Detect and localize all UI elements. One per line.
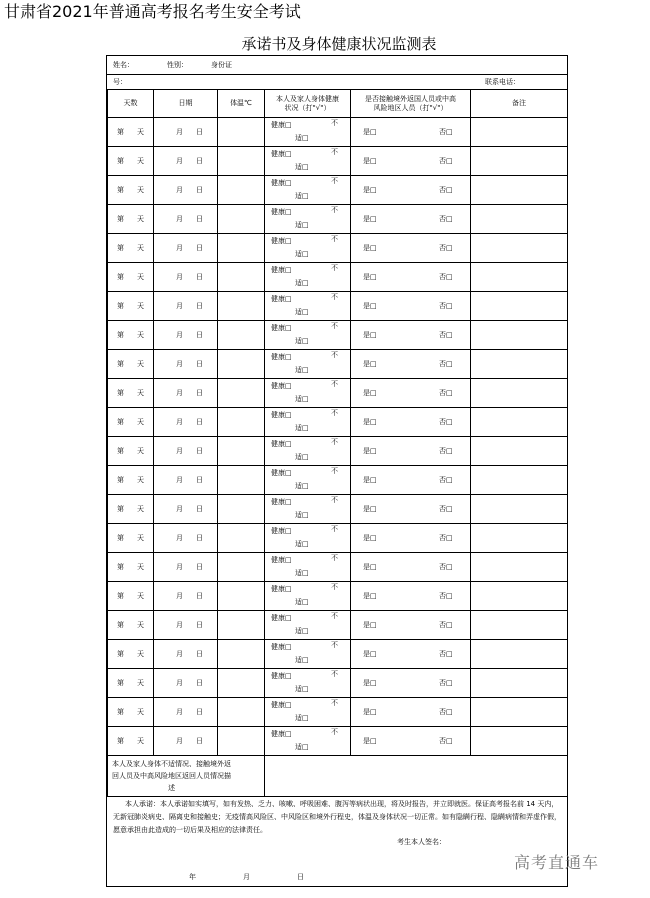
contact-status-cell[interactable]: 是□ 否□ bbox=[351, 408, 471, 437]
day-cell: 第 天 bbox=[108, 437, 154, 466]
table-row bbox=[108, 698, 568, 727]
date-cell[interactable]: 月 日 bbox=[154, 582, 218, 611]
day-cell: 第 天 bbox=[108, 176, 154, 205]
day-cell: 第 天 bbox=[108, 611, 154, 640]
day-cell: 第 天 bbox=[108, 408, 154, 437]
health-status-cell[interactable]: 健康□ 不 适□ bbox=[265, 408, 351, 437]
note-cell[interactable] bbox=[471, 408, 568, 437]
health-status-cell[interactable]: 健康□ 不 适□ bbox=[265, 321, 351, 350]
table-row bbox=[108, 466, 568, 495]
table-row bbox=[108, 147, 568, 176]
note-cell[interactable] bbox=[471, 611, 568, 640]
note-cell[interactable] bbox=[471, 292, 568, 321]
day-cell: 第 天 bbox=[108, 727, 154, 756]
table-row bbox=[108, 379, 568, 408]
form-frame bbox=[106, 55, 568, 887]
temperature-cell[interactable] bbox=[218, 321, 265, 350]
temperature-cell[interactable] bbox=[218, 698, 265, 727]
health-status-cell[interactable]: 健康□ 不 适□ bbox=[265, 176, 351, 205]
date-cell[interactable]: 月 日 bbox=[154, 640, 218, 669]
note-cell[interactable] bbox=[471, 524, 568, 553]
date-cell[interactable]: 月 日 bbox=[154, 437, 218, 466]
health-status-cell[interactable]: 健康□ 不 适□ bbox=[265, 611, 351, 640]
temperature-cell[interactable] bbox=[218, 727, 265, 756]
date-cell[interactable]: 月 日 bbox=[154, 263, 218, 292]
day-cell: 第 天 bbox=[108, 495, 154, 524]
abnormal-description-row bbox=[108, 756, 568, 797]
temperature-cell[interactable] bbox=[218, 379, 265, 408]
date-cell[interactable]: 月 日 bbox=[154, 495, 218, 524]
header-temp: 体温℃ bbox=[218, 90, 265, 118]
note-cell[interactable] bbox=[471, 350, 568, 379]
table-row bbox=[108, 408, 568, 437]
contact-status-cell[interactable]: 是□ 否□ bbox=[351, 292, 471, 321]
contact-status-cell[interactable]: 是□ 否□ bbox=[351, 582, 471, 611]
health-status-cell[interactable]: 健康□ 不 适□ bbox=[265, 698, 351, 727]
contact-status-cell[interactable]: 是□ 否□ bbox=[351, 698, 471, 727]
info-divider bbox=[107, 74, 567, 75]
contact-status-cell[interactable]: 是□ 否□ bbox=[351, 350, 471, 379]
contact-status-cell[interactable]: 是□ 否□ bbox=[351, 263, 471, 292]
header-contact: 是否接触境外返国人员或中高 风险地区人员（打"√"） bbox=[351, 90, 471, 118]
temperature-cell[interactable] bbox=[218, 176, 265, 205]
note-cell[interactable] bbox=[471, 466, 568, 495]
temperature-cell[interactable] bbox=[218, 408, 265, 437]
phone-label: 联系电话： bbox=[485, 78, 520, 86]
health-status-cell[interactable]: 健康□ 不 适□ bbox=[265, 379, 351, 408]
date-cell[interactable]: 月 日 bbox=[154, 524, 218, 553]
table-row bbox=[108, 176, 568, 205]
health-status-cell[interactable]: 健康□ 不 适□ bbox=[265, 118, 351, 147]
note-cell[interactable] bbox=[471, 553, 568, 582]
date-cell[interactable]: 月 日 bbox=[154, 669, 218, 698]
health-status-cell[interactable]: 健康□ 不 适□ bbox=[265, 263, 351, 292]
temperature-cell[interactable] bbox=[218, 582, 265, 611]
table-row bbox=[108, 292, 568, 321]
health-status-cell[interactable]: 健康□ 不 适□ bbox=[265, 205, 351, 234]
day-cell: 第 天 bbox=[108, 321, 154, 350]
contact-status-cell[interactable]: 是□ 否□ bbox=[351, 640, 471, 669]
header-date: 日期 bbox=[154, 90, 218, 118]
abnormal-description-field[interactable] bbox=[265, 756, 568, 797]
temperature-cell[interactable] bbox=[218, 205, 265, 234]
date-cell[interactable]: 月 日 bbox=[154, 379, 218, 408]
sign-month: 月 bbox=[243, 873, 250, 881]
table-row bbox=[108, 118, 568, 147]
temperature-cell[interactable] bbox=[218, 495, 265, 524]
table-row bbox=[108, 350, 568, 379]
date-cell[interactable]: 月 日 bbox=[154, 698, 218, 727]
note-cell[interactable] bbox=[471, 321, 568, 350]
day-cell: 第 天 bbox=[108, 263, 154, 292]
day-cell: 第 天 bbox=[108, 553, 154, 582]
contact-status-cell[interactable]: 是□ 否□ bbox=[351, 611, 471, 640]
note-cell[interactable] bbox=[471, 640, 568, 669]
contact-status-cell[interactable]: 是□ 否□ bbox=[351, 727, 471, 756]
contact-status-cell[interactable]: 是□ 否□ bbox=[351, 466, 471, 495]
note-cell[interactable] bbox=[471, 176, 568, 205]
id-label-cont: 号： bbox=[113, 78, 127, 86]
day-cell: 第 天 bbox=[108, 234, 154, 263]
note-cell[interactable] bbox=[471, 669, 568, 698]
health-status-cell[interactable]: 健康□ 不 适□ bbox=[265, 466, 351, 495]
pledge-text: 本人承诺：本人承诺如实填写，如有发热、乏力、咳嗽、呼吸困难、腹泻等病状出现，将及时报告，并立即就医。保证高考报名前 14 天内，无新冠肺炎病史、隔离史和接触史；无疫情高风险区、中风险区和境外行程史，体温及身体状况一切正常。如有隐瞒行程、隐瞒病情和弄虚作假，愿意承担由此造成的一切后果及相应的法律责任。 bbox=[113, 800, 561, 834]
health-status-cell[interactable]: 健康□ 不 适□ bbox=[265, 437, 351, 466]
temperature-cell[interactable] bbox=[218, 466, 265, 495]
table-row bbox=[108, 437, 568, 466]
day-cell: 第 天 bbox=[108, 698, 154, 727]
watermark: 高考直通车 bbox=[514, 853, 600, 872]
note-cell[interactable] bbox=[471, 205, 568, 234]
note-cell[interactable] bbox=[471, 727, 568, 756]
date-cell[interactable]: 月 日 bbox=[154, 350, 218, 379]
table-header-row bbox=[108, 90, 568, 118]
id-label: 身份证 bbox=[211, 61, 232, 69]
health-status-cell[interactable]: 健康□ 不 适□ bbox=[265, 640, 351, 669]
table-row bbox=[108, 553, 568, 582]
contact-status-cell[interactable]: 是□ 否□ bbox=[351, 205, 471, 234]
note-cell[interactable] bbox=[471, 495, 568, 524]
temperature-cell[interactable] bbox=[218, 292, 265, 321]
contact-status-cell[interactable]: 是□ 否□ bbox=[351, 437, 471, 466]
contact-status-cell[interactable]: 是□ 否□ bbox=[351, 524, 471, 553]
table-row bbox=[108, 263, 568, 292]
health-status-cell[interactable]: 健康□ 不 适□ bbox=[265, 147, 351, 176]
temperature-cell[interactable] bbox=[218, 640, 265, 669]
note-cell[interactable] bbox=[471, 698, 568, 727]
health-status-cell[interactable]: 健康□ 不 适□ bbox=[265, 350, 351, 379]
day-cell: 第 天 bbox=[108, 582, 154, 611]
contact-status-cell[interactable]: 是□ 否□ bbox=[351, 669, 471, 698]
temperature-cell[interactable] bbox=[218, 669, 265, 698]
day-cell: 第 天 bbox=[108, 524, 154, 553]
temperature-cell[interactable] bbox=[218, 234, 265, 263]
day-cell: 第 天 bbox=[108, 118, 154, 147]
temperature-cell[interactable] bbox=[218, 524, 265, 553]
note-cell[interactable] bbox=[471, 379, 568, 408]
note-cell[interactable] bbox=[471, 263, 568, 292]
date-cell[interactable]: 月 日 bbox=[154, 147, 218, 176]
table-row bbox=[108, 234, 568, 263]
contact-status-cell[interactable]: 是□ 否□ bbox=[351, 118, 471, 147]
header-day: 天数 bbox=[108, 90, 154, 118]
header-note: 备注 bbox=[471, 90, 568, 118]
table-row bbox=[108, 205, 568, 234]
date-cell[interactable]: 月 日 bbox=[154, 553, 218, 582]
contact-status-cell[interactable]: 是□ 否□ bbox=[351, 234, 471, 263]
contact-status-cell[interactable]: 是□ 否□ bbox=[351, 321, 471, 350]
health-status-cell[interactable]: 健康□ 不 适□ bbox=[265, 582, 351, 611]
contact-status-cell[interactable]: 是□ 否□ bbox=[351, 495, 471, 524]
date-cell[interactable]: 月 日 bbox=[154, 408, 218, 437]
health-monitor-table bbox=[107, 89, 568, 797]
health-status-cell[interactable]: 健康□ 不 适□ bbox=[265, 727, 351, 756]
date-cell[interactable]: 月 日 bbox=[154, 234, 218, 263]
temperature-cell[interactable] bbox=[218, 437, 265, 466]
day-cell: 第 天 bbox=[108, 466, 154, 495]
table-row bbox=[108, 727, 568, 756]
health-status-cell[interactable]: 健康□ 不 适□ bbox=[265, 524, 351, 553]
date-cell[interactable]: 月 日 bbox=[154, 727, 218, 756]
table-row bbox=[108, 640, 568, 669]
contact-status-cell[interactable]: 是□ 否□ bbox=[351, 379, 471, 408]
contact-status-cell[interactable]: 是□ 否□ bbox=[351, 176, 471, 205]
table-row bbox=[108, 669, 568, 698]
signature-label: 考生本人签名： bbox=[397, 838, 446, 846]
abnormal-description-label: 本人及家人身体不适情况、接触境外返 回人员及中高风险地区返回人员情况描 述 bbox=[108, 756, 265, 797]
table-row bbox=[108, 582, 568, 611]
day-cell: 第 天 bbox=[108, 292, 154, 321]
temperature-cell[interactable] bbox=[218, 553, 265, 582]
temperature-cell[interactable] bbox=[218, 611, 265, 640]
contact-status-cell[interactable]: 是□ 否□ bbox=[351, 553, 471, 582]
name-label: 姓名： bbox=[113, 61, 134, 69]
day-cell: 第 天 bbox=[108, 379, 154, 408]
health-status-cell[interactable]: 健康□ 不 适□ bbox=[265, 553, 351, 582]
date-cell[interactable]: 月 日 bbox=[154, 611, 218, 640]
day-cell: 第 天 bbox=[108, 205, 154, 234]
table-row bbox=[108, 611, 568, 640]
table-row bbox=[108, 321, 568, 350]
day-cell: 第 天 bbox=[108, 147, 154, 176]
header-health: 本人及家人身体健康 状况（打"√"） bbox=[265, 90, 351, 118]
form-title: 承诺书及身体健康状况监测表 bbox=[241, 35, 437, 53]
date-cell[interactable]: 月 日 bbox=[154, 466, 218, 495]
note-cell[interactable] bbox=[471, 118, 568, 147]
date-cell[interactable]: 月 日 bbox=[154, 321, 218, 350]
table-row bbox=[108, 495, 568, 524]
note-cell[interactable] bbox=[471, 234, 568, 263]
temperature-cell[interactable] bbox=[218, 118, 265, 147]
day-cell: 第 天 bbox=[108, 669, 154, 698]
health-status-cell[interactable]: 健康□ 不 适□ bbox=[265, 292, 351, 321]
date-cell[interactable]: 月 日 bbox=[154, 292, 218, 321]
temperature-cell[interactable] bbox=[218, 350, 265, 379]
sign-day: 日 bbox=[297, 873, 304, 881]
temperature-cell[interactable] bbox=[218, 263, 265, 292]
day-cell: 第 天 bbox=[108, 350, 154, 379]
contact-status-cell[interactable]: 是□ 否□ bbox=[351, 147, 471, 176]
sign-year: 年 bbox=[189, 873, 196, 881]
health-status-cell[interactable]: 健康□ 不 适□ bbox=[265, 495, 351, 524]
day-cell: 第 天 bbox=[108, 640, 154, 669]
health-status-cell[interactable]: 健康□ 不 适□ bbox=[265, 669, 351, 698]
note-cell[interactable] bbox=[471, 437, 568, 466]
date-cell[interactable]: 月 日 bbox=[154, 118, 218, 147]
note-cell[interactable] bbox=[471, 147, 568, 176]
health-status-cell[interactable]: 健康□ 不 适□ bbox=[265, 234, 351, 263]
page-title: 甘肃省2021年普通高考报名考生安全考试 bbox=[4, 2, 301, 21]
table-row bbox=[108, 524, 568, 553]
temperature-cell[interactable] bbox=[218, 147, 265, 176]
date-cell[interactable]: 月 日 bbox=[154, 205, 218, 234]
note-cell[interactable] bbox=[471, 582, 568, 611]
date-cell[interactable]: 月 日 bbox=[154, 176, 218, 205]
gender-label: 性别： bbox=[167, 61, 188, 69]
